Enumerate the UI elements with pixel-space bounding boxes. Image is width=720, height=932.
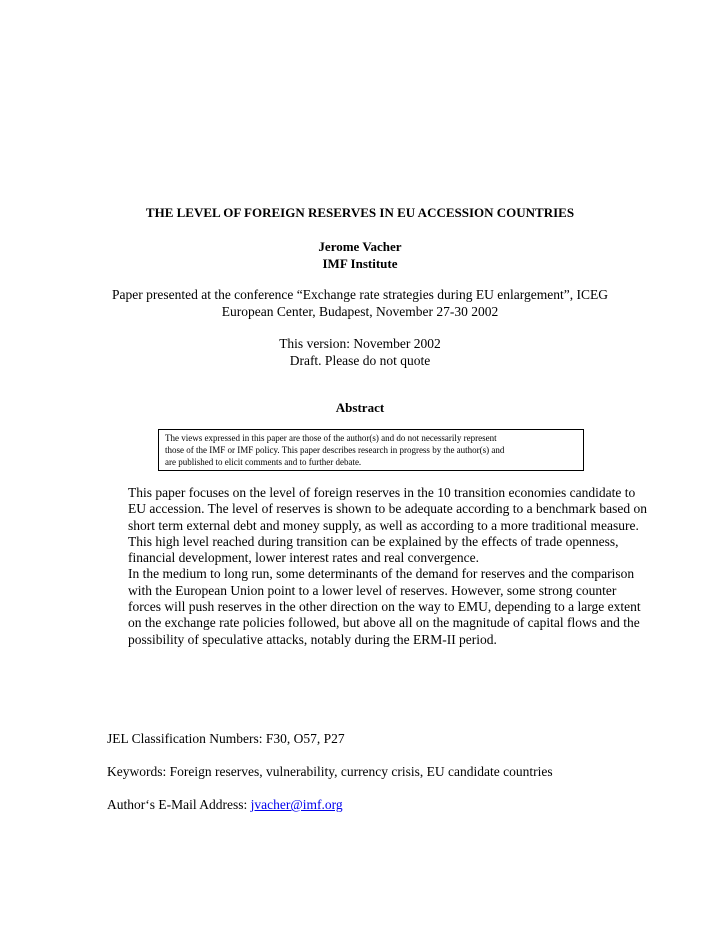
abstract-heading: Abstract <box>335 400 385 415</box>
author-email <box>107 796 343 813</box>
email-link[interactable]: jvacher@imf.org <box>250 797 343 812</box>
conference-line-1: Paper presented at the conference “Exchange rate strategies during EU enlargement”, ICEG <box>111 287 609 302</box>
draft-line: Draft. Please do not quote <box>289 353 431 368</box>
conference-note <box>0 286 720 320</box>
keywords-label: Keywords: <box>107 764 167 779</box>
abstract-paragraph-2: In the medium to long run, some determinants of the demand for reserves and the comparison with the European Union point to a lower level of reserves. However, some strong counter forces will push reserves in the other direction on the way to EMU, depending to a large extent on the exchange rate policies followed, but above all on the magnitude of capital flows and the possibility of speculative attacks, notably during the ERM-II period. <box>128 566 641 647</box>
jel-value: F30, O57, P27 <box>265 731 345 746</box>
author-name: Jerome Vacher <box>318 239 402 254</box>
abstract-body <box>128 485 648 648</box>
version-line: This version: November 2002 <box>279 336 441 351</box>
jel-classification <box>107 730 345 747</box>
disclaimer-line-2: those of the IMF or IMF policy. This paper describes research in progress by the author(s) and <box>165 445 505 455</box>
jel-label: JEL Classification Numbers: <box>107 731 263 746</box>
abstract-paragraph-1: This paper focuses on the level of foreign reserves in the 10 transition economies candidate to EU accession. The level of reserves is shown to be adequate according to a benchmark based on short term external debt and money supply, as well as according to a more traditional measure. This high level reached during transition can be explained by the effects of trade openness, financial development, lower interest rates and real convergence. <box>128 485 647 566</box>
paper-title: THE LEVEL OF FOREIGN RESERVES IN EU ACCESSION COUNTRIES <box>145 205 575 220</box>
disclaimer-line-3: are published to elicit comments and to further debate. <box>165 457 362 467</box>
disclaimer-line-1: The views expressed in this paper are those of the author(s) and do not necessarily represent <box>165 433 497 443</box>
keywords-value: Foreign reserves, vulnerability, currency crisis, EU candidate countries <box>169 764 553 779</box>
author-institution: IMF Institute <box>322 256 398 271</box>
disclaimer-box <box>158 429 584 471</box>
conference-line-2: European Center, Budapest, November 27-30 2002 <box>221 304 499 319</box>
version-note <box>0 335 720 369</box>
keywords <box>107 763 553 780</box>
email-label: Author‘s E-Mail Address: <box>107 797 248 812</box>
